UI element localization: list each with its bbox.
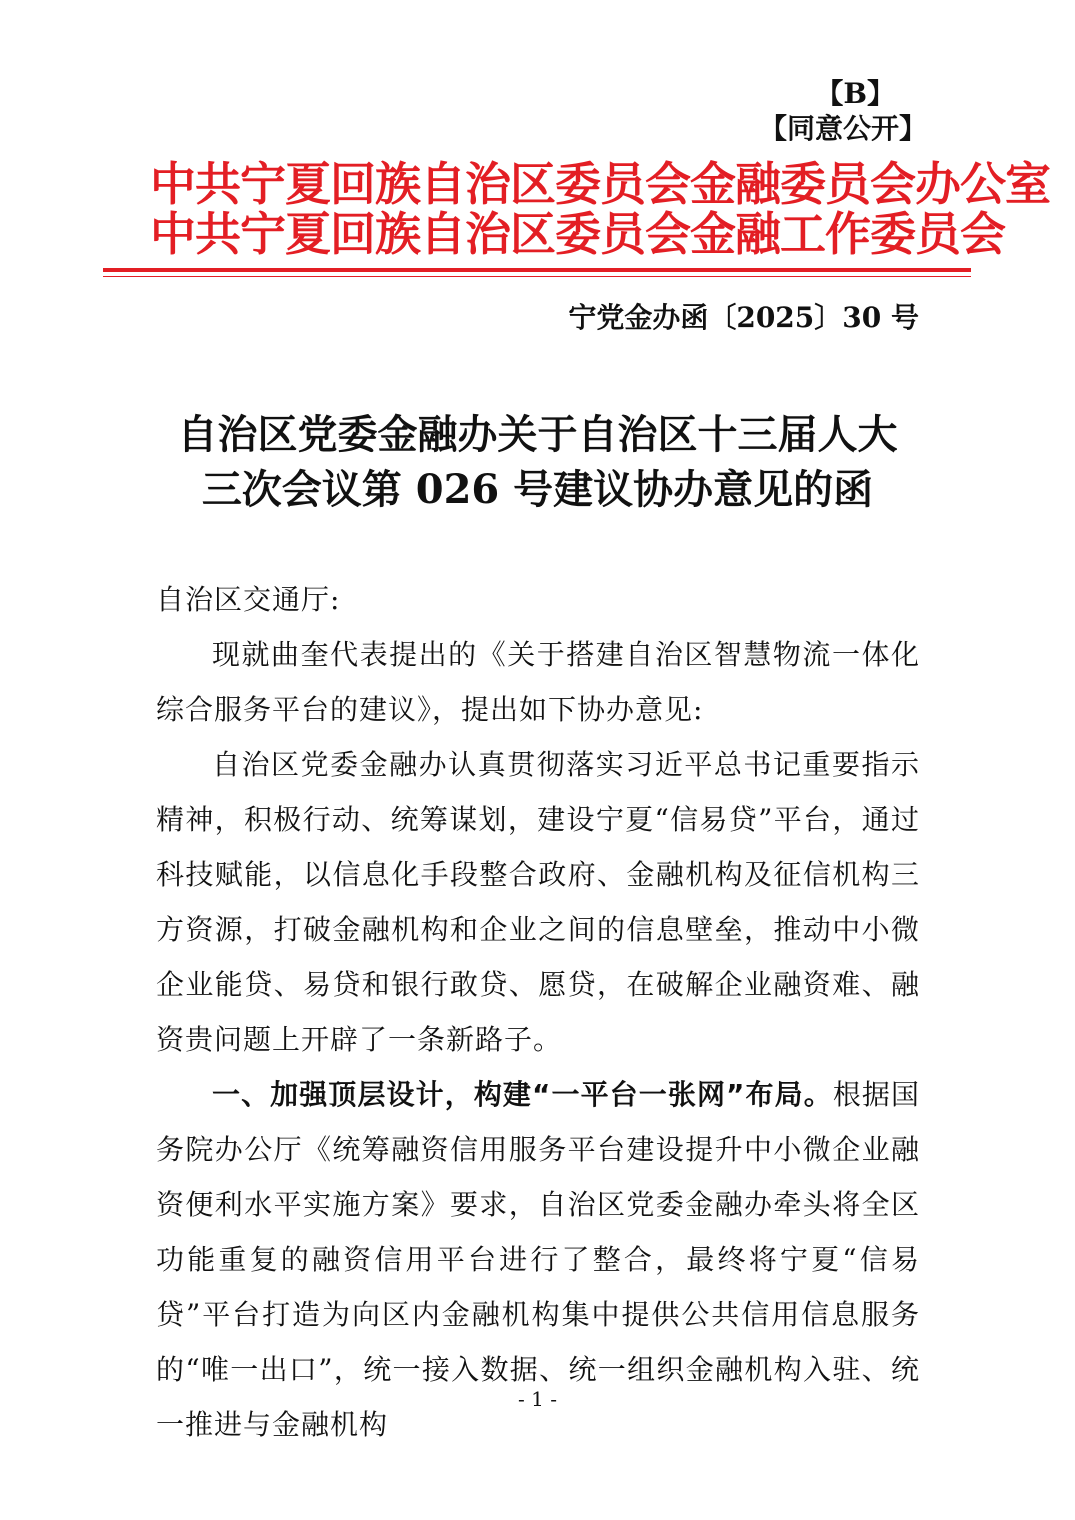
page-number: - 1 -	[518, 1387, 557, 1411]
disclosure-mark: 【同意公开】	[758, 112, 927, 145]
red-divider-thin	[103, 276, 971, 277]
document-number: 宁党金办函〔2025〕30 号	[568, 301, 919, 334]
paragraph-intro: 现就曲奎代表提出的《关于搭建自治区智慧物流一体化综合服务平台的建议》，提出如下协办意见:	[156, 638, 920, 726]
section-1-text: 根据国务院办公厅《统筹融资信用服务平台建设提升中小微企业融资便利水平实施方案》要求，自治区党委金融办牵头将全区功能重复的融资信用平台进行了整合，最终将宁夏“信易贷”平台打造为向区内金融机构集中提供公共信用信息服务的“唯一出口”，统一接入数据、统一组织金融机构入驻、统一推进与金融机构	[156, 1078, 920, 1441]
section-1-heading: 一、加强顶层设计，构建“一平台一张网”布局。	[212, 1078, 833, 1111]
red-divider-thick	[103, 268, 971, 272]
document-body	[156, 572, 920, 1452]
document-title-line-2: 三次会议第 026 号建议协办意见的函	[201, 466, 874, 513]
issuing-org-line-2: 中共宁夏回族自治区委员会金融工作委员会	[150, 207, 1005, 261]
issuing-org-line-1: 中共宁夏回族自治区委员会金融委员会办公室	[150, 157, 1050, 211]
classification-mark: 【B】	[815, 77, 895, 110]
addressee: 自治区交通厅:	[156, 583, 341, 616]
document-title-line-1: 自治区党委金融办关于自治区十三届人大	[177, 411, 898, 458]
paragraph-overview: 自治区党委金融办认真贯彻落实习近平总书记重要指示精神，积极行动、统筹谋划，建设宁夏“信易贷”平台，通过科技赋能，以信息化手段整合政府、金融机构及征信机构三方资源，打破金融机构和企业之间的信息壁垒，推动中小微企业能贷、易贷和银行敢贷、愿贷，在破解企业融资难、融资贵问题上开辟了一条新路子。	[156, 748, 920, 1056]
